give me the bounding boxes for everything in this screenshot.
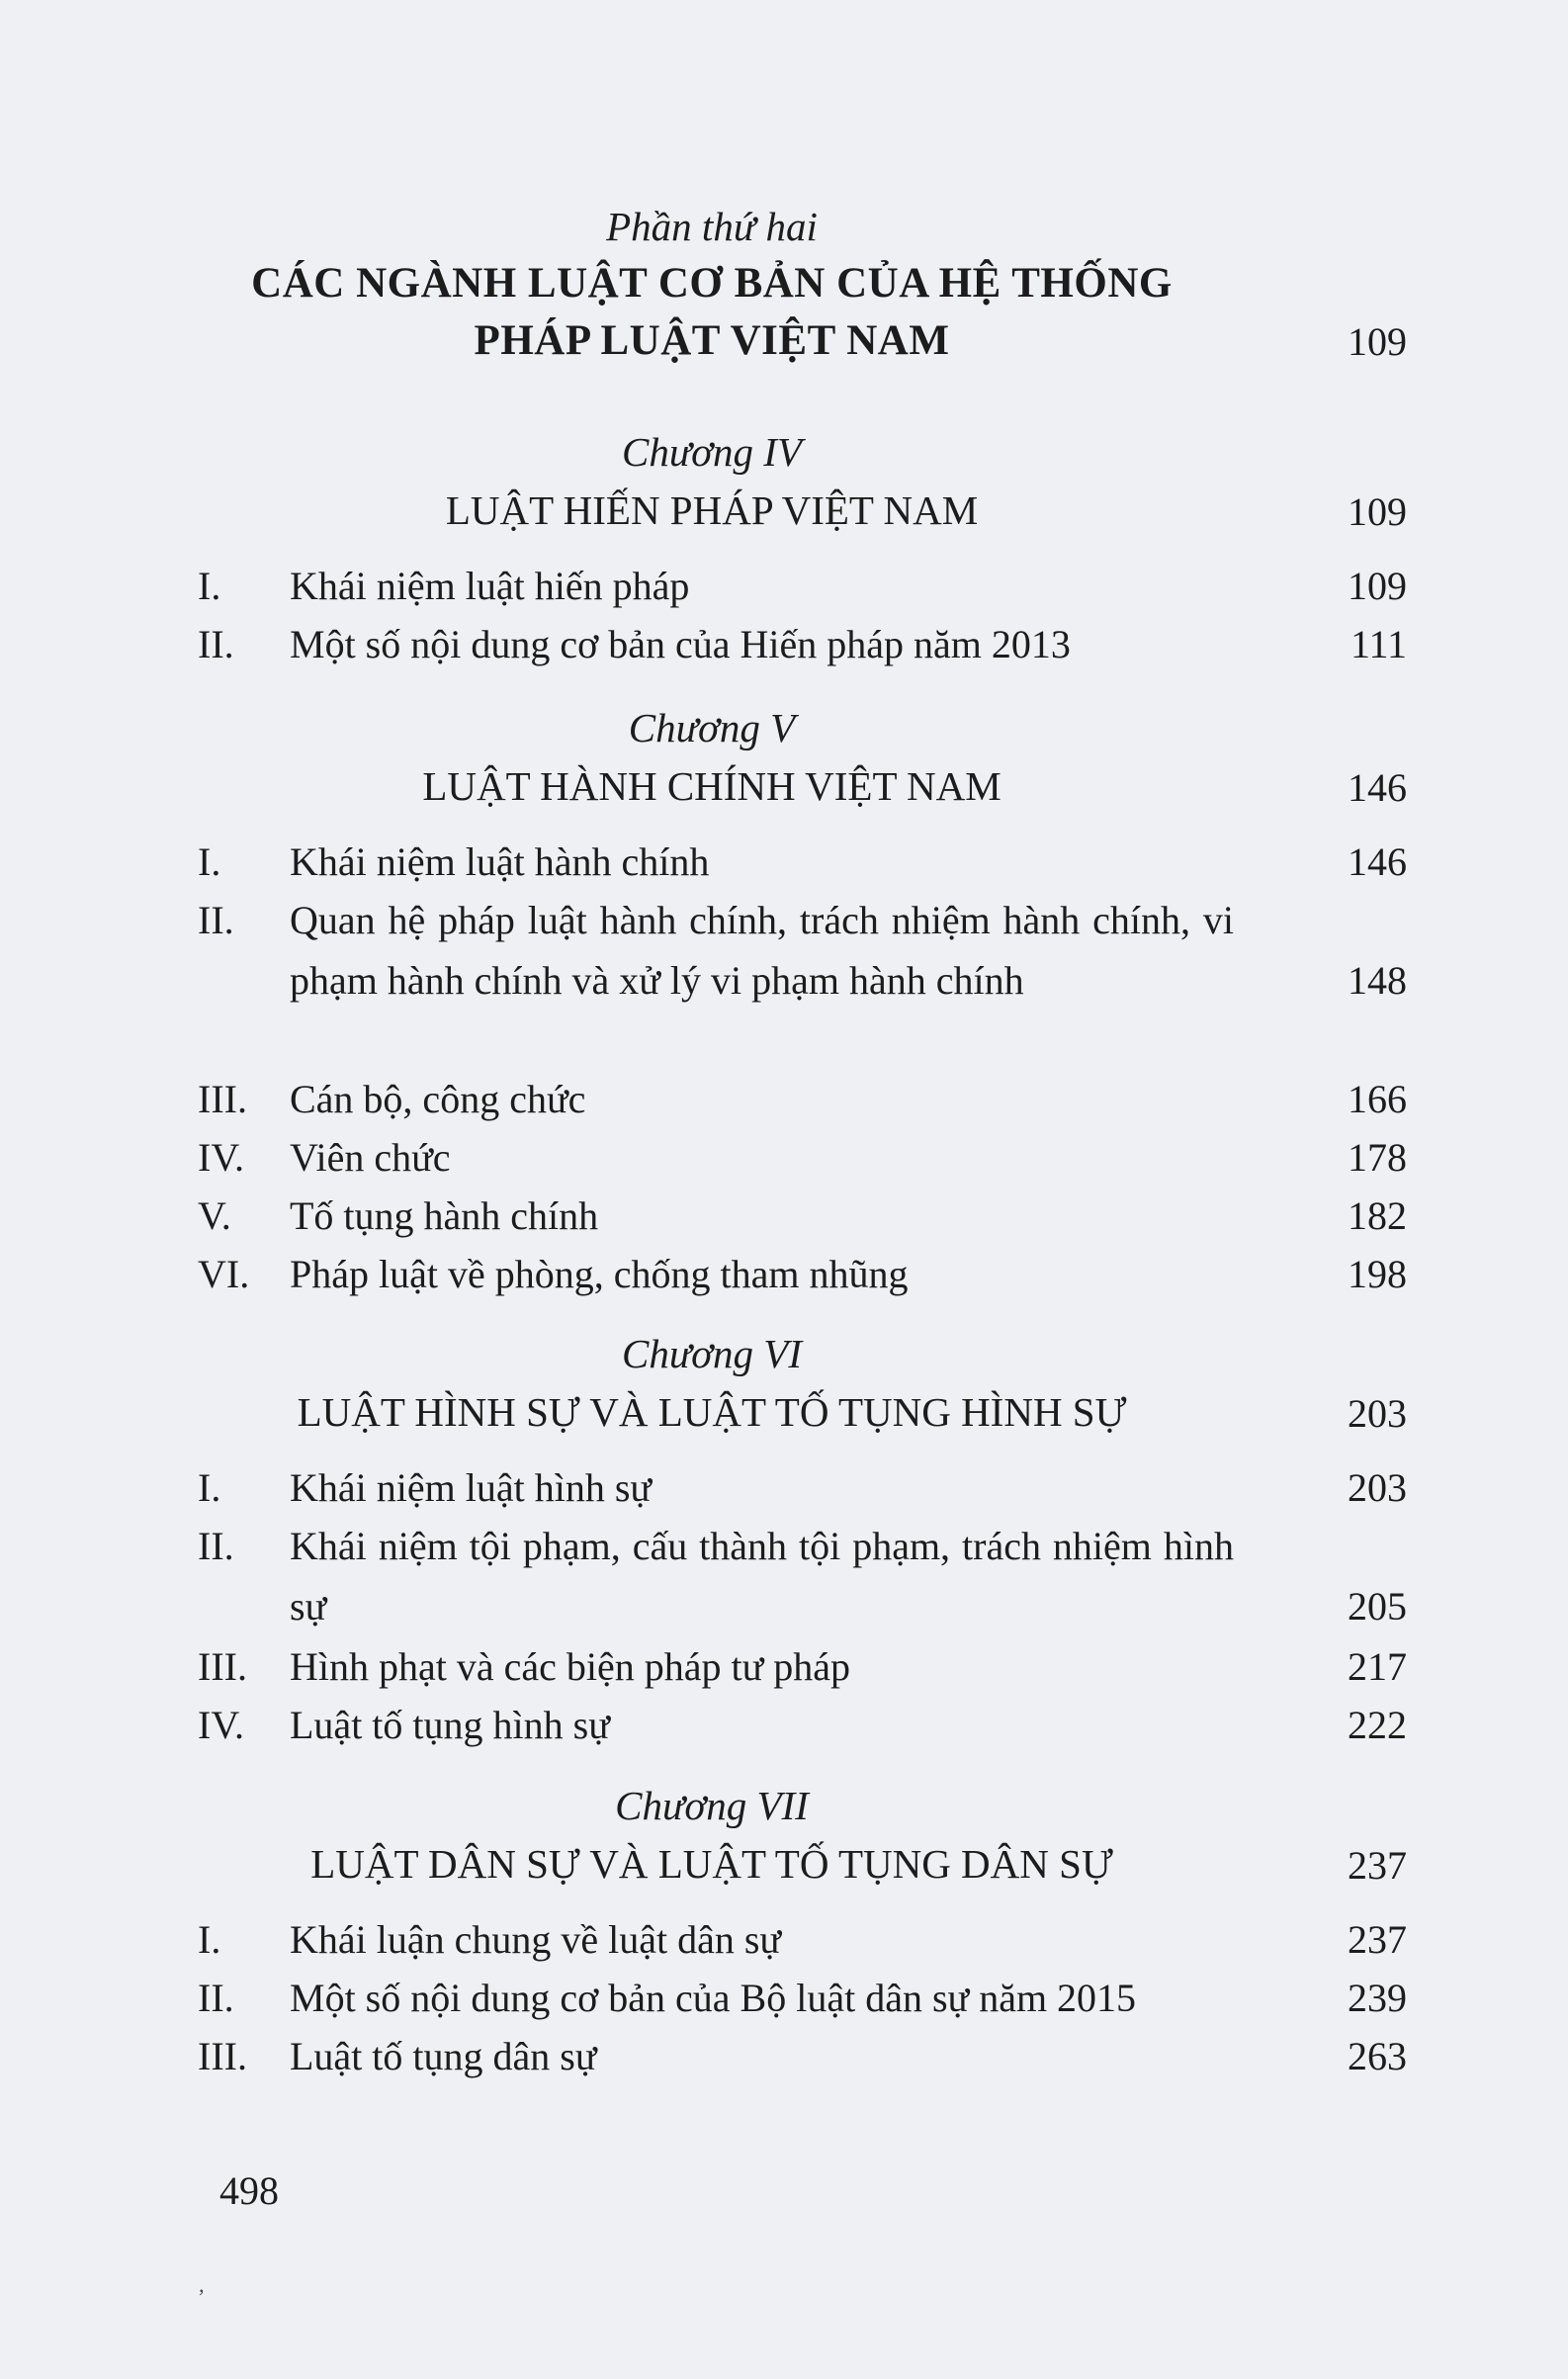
toc-entry: [198, 1695, 1407, 1755]
chapter-title: LUẬT HÌNH SỰ VÀ LUẬT TỐ TỤNG HÌNH SỰ: [297, 1389, 1127, 1435]
toc-entry: [198, 1909, 1407, 1970]
entry-page-number: 109: [1348, 564, 1407, 608]
entry-number: II.: [198, 622, 234, 666]
entry-number: III.: [198, 2034, 247, 2078]
part-title-line1: CÁC NGÀNH LUẬT CƠ BẢN CỦA HỆ THỐNG: [251, 260, 1173, 307]
entry-page-number: 205: [1348, 1584, 1407, 1629]
entry-number: III.: [198, 1644, 247, 1689]
chapter-label: Chương IV: [621, 429, 803, 475]
entry-page-number: 148: [1348, 958, 1407, 1003]
chapter-label: Chương VI: [621, 1331, 803, 1376]
toc-entry: [198, 614, 1407, 674]
part-page-number: 109: [1348, 319, 1407, 364]
chapter-title: LUẬT HÀNH CHÍNH VIỆT NAM: [422, 763, 1002, 809]
part-title-line2: PHÁP LUẬT VIỆT NAM: [474, 317, 950, 364]
toc-entry: [198, 1968, 1407, 2028]
entry-title: Khái niệm luật hình sự: [290, 1465, 653, 1510]
entry-page-number: 239: [1348, 1976, 1407, 2020]
entry-number: I.: [198, 1917, 221, 1962]
entry-page-number: 166: [1348, 1077, 1407, 1121]
entry-number: II.: [198, 898, 234, 942]
page-folio: 498: [219, 2168, 279, 2213]
toc-entry: [198, 2026, 1407, 2086]
entry-title: Tố tụng hành chính: [290, 1193, 599, 1238]
entry-page-number: 146: [1348, 839, 1407, 884]
print-speck: ‚: [198, 2272, 206, 2297]
entry-number: I.: [198, 839, 221, 884]
chapter-page-number: 109: [1348, 489, 1407, 534]
toc-entry: [198, 1457, 1407, 1518]
entry-number: I.: [198, 564, 221, 608]
entry-page-number: 178: [1348, 1135, 1407, 1180]
entry-title: Một số nội dung cơ bản của Bộ luật dân sự năm 2015: [290, 1976, 1137, 2020]
entry-page-number: 263: [1348, 2034, 1407, 2078]
toc-entry: [198, 1516, 1407, 1636]
part-label: Phần thứ hai: [606, 204, 818, 249]
entry-number: VI.: [198, 1252, 250, 1296]
entry-title: Khái niệm luật hiến pháp: [290, 564, 690, 608]
entry-page-number: 111: [1350, 622, 1407, 666]
entry-page-number: 217: [1348, 1644, 1407, 1689]
entry-title: Cán bộ, công chức: [290, 1077, 586, 1121]
entry-title: Một số nội dung cơ bản của Hiến pháp năm 2013: [290, 622, 1071, 666]
entry-title: Khái niệm tội phạm, cấu thành tội phạm, trách nhiệm hình sự: [290, 1524, 1234, 1629]
entry-number: III.: [198, 1077, 247, 1121]
entry-title: Hình phạt và các biện pháp tư pháp: [290, 1644, 851, 1689]
entry-page-number: 237: [1348, 1917, 1407, 1962]
toc-entry: [198, 556, 1407, 616]
entry-page-number: 203: [1348, 1465, 1407, 1510]
entry-number: IV.: [198, 1135, 245, 1180]
entry-title: Luật tố tụng hình sự: [290, 1703, 610, 1747]
entry-page-number: 182: [1348, 1193, 1407, 1238]
entry-page-number: 198: [1348, 1252, 1407, 1296]
entry-number: IV.: [198, 1703, 245, 1747]
entry-title: Quan hệ pháp luật hành chính, trách nhiệm hành chính, vi phạm hành chính và xử lý vi phạm hành chính: [290, 898, 1234, 1003]
entry-number: II.: [198, 1524, 234, 1568]
chapter-label: Chương V: [628, 705, 796, 750]
entry-number: V.: [198, 1193, 231, 1238]
chapter-page-number: 203: [1348, 1391, 1407, 1436]
toc-entry: [198, 1244, 1407, 1304]
chapter-page-number: 237: [1348, 1843, 1407, 1888]
entry-title: Viên chức: [290, 1135, 451, 1180]
toc-entry: [198, 1186, 1407, 1246]
chapter-title: LUẬT DÂN SỰ VÀ LUẬT TỐ TỤNG DÂN SỰ: [310, 1841, 1113, 1887]
chapter-label: Chương VII: [615, 1783, 809, 1828]
entry-title: Pháp luật về phòng, chống tham nhũng: [290, 1252, 909, 1296]
chapter-title: LUẬT HIẾN PHÁP VIỆT NAM: [445, 487, 979, 533]
toc-entry: [198, 1127, 1407, 1188]
entry-number: I.: [198, 1465, 221, 1510]
toc-entry: [198, 890, 1407, 1011]
entry-number: II.: [198, 1976, 234, 2020]
entry-page-number: 222: [1348, 1703, 1407, 1747]
toc-entry: [198, 1069, 1407, 1129]
entry-title: Luật tố tụng dân sự: [290, 2034, 597, 2078]
toc-entry: [198, 832, 1407, 892]
entry-title: Khái niệm luật hành chính: [290, 839, 710, 884]
entry-title: Khái luận chung về luật dân sự: [290, 1917, 782, 1962]
toc-entry: [198, 1636, 1407, 1697]
chapter-page-number: 146: [1348, 765, 1407, 810]
